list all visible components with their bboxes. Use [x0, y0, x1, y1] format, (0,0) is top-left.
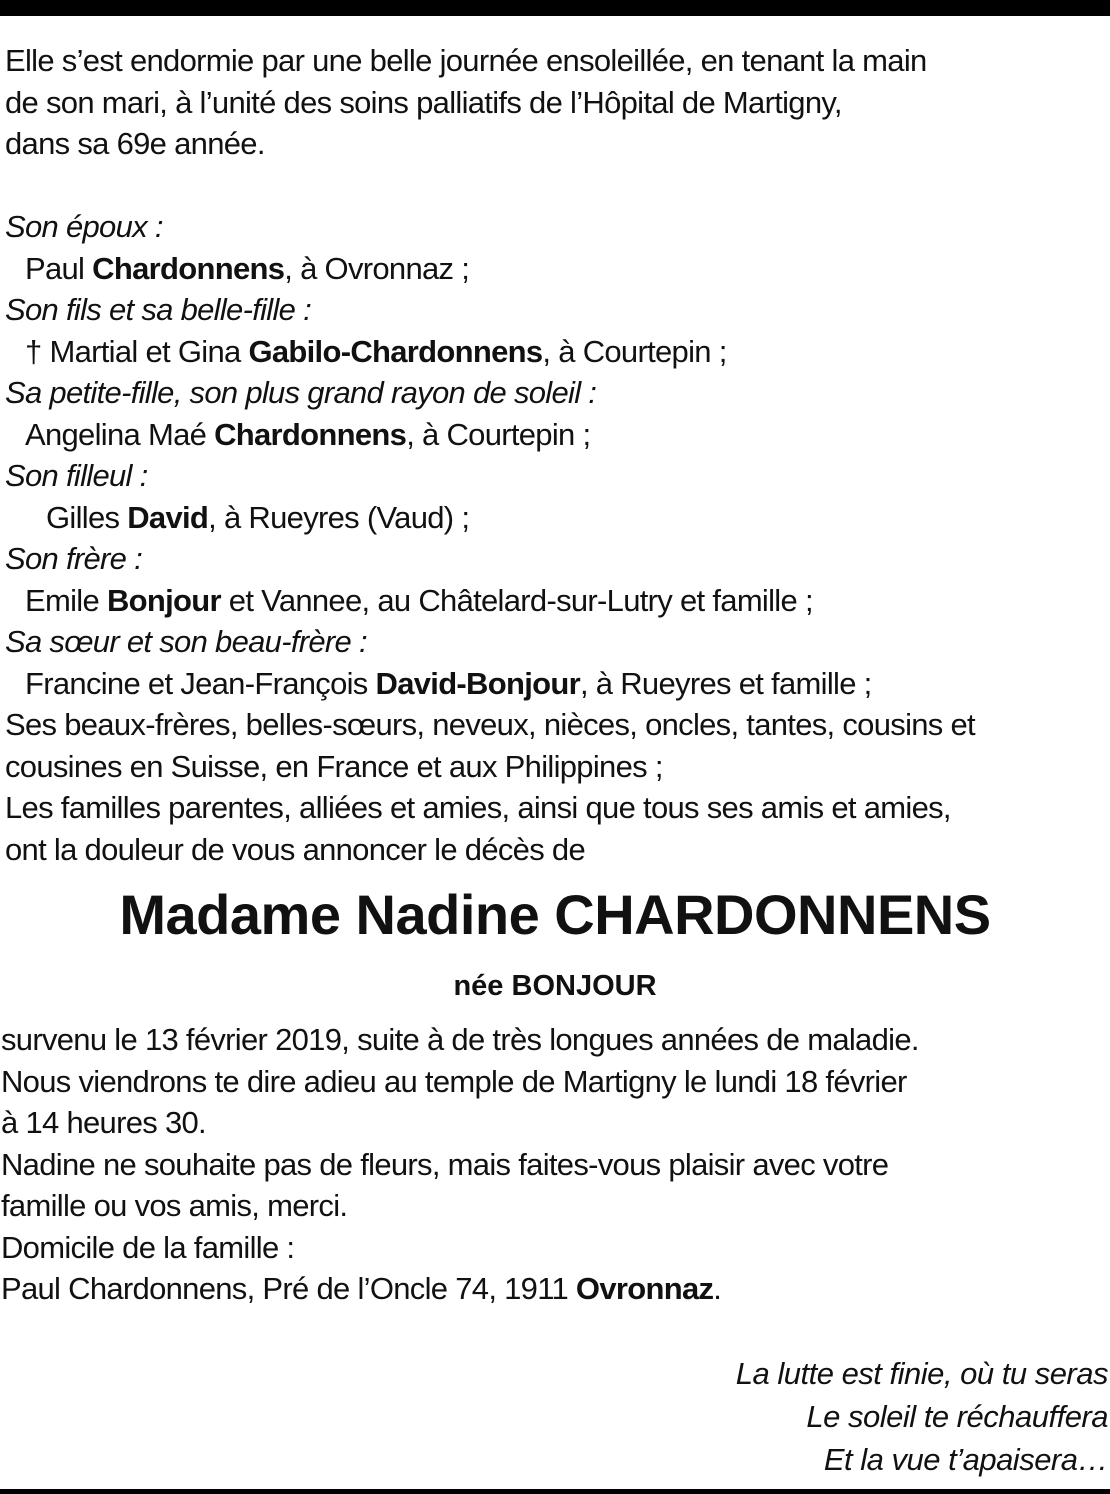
godson-heading: Son filleul : [5, 458, 148, 493]
details-line: à 14 heures 30. [1, 1105, 206, 1140]
intro-line: de son mari, à l’unité des soins palliatifs de l’Hôpital de Martigny, [5, 84, 842, 120]
details-line: famille ou vos amis, merci. [1, 1188, 348, 1223]
brother-heading: Son frère : [5, 541, 143, 576]
deceased-name: Madame Nadine CHARDONNENS [119, 883, 991, 946]
spouse-first-name: Paul [25, 250, 93, 286]
family-address [1, 1268, 919, 1310]
address-prefix: Paul Chardonnens, Pré de l’Oncle 74, 1911 [1, 1271, 576, 1306]
granddaughter-place: , à Courtepin ; [406, 416, 591, 452]
intro-line: dans sa 69e année. [5, 126, 265, 161]
spouse-place: , à Ovronnaz ; [284, 250, 470, 286]
intro-line: Elle s’est endormie par une belle journée ensoleillée, en tenant la main [5, 43, 927, 78]
brother-place: et Vannee, au Châtelard-sur-Lutry et famille ; [220, 582, 813, 618]
son-entry [5, 331, 975, 373]
godson-surname: David [127, 499, 209, 535]
granddaughter-surname: Chardonnens [214, 416, 407, 452]
inlaws-line: cousines en Suisse, en France et aux Philippines ; [5, 748, 663, 784]
spouse-surname: Chardonnens [92, 250, 285, 286]
sister-surname: David-Bonjour [375, 665, 580, 701]
brother-entry [5, 580, 975, 622]
inlaws-line: Ses beaux-frères, belles-sœurs, neveux, nièces, oncles, tantes, cousins et [5, 707, 975, 742]
son-place: , à Courtepin ; [542, 333, 727, 369]
granddaughter-first-names: Angelina Maé [25, 416, 215, 452]
details-paragraph [1, 1019, 919, 1310]
address-suffix: . [713, 1271, 722, 1306]
closing-poem [736, 1352, 1108, 1481]
address-town: Ovronnaz [575, 1271, 714, 1306]
poem-line: Et la vue t’apaisera… [823, 1442, 1108, 1477]
details-line: survenu le 13 février 2019, suite à de très longues années de maladie. [1, 1022, 919, 1057]
details-line: Nadine ne souhaite pas de fleurs, mais faites-vous plaisir avec votre [1, 1146, 889, 1182]
poem-line: La lutte est finie, où tu seras [735, 1356, 1108, 1391]
intro-paragraph [5, 40, 927, 165]
top-rule [0, 0, 1110, 16]
families-line: ont la douleur de vous annoncer le décès de [5, 831, 586, 867]
bottom-rule [0, 1489, 1110, 1494]
poem-line: Le soleil te réchauffera [806, 1399, 1108, 1434]
godson-first-name: Gilles [46, 499, 128, 535]
family-list [5, 206, 975, 870]
son-heading: Son fils et sa belle-fille : [5, 292, 312, 327]
details-line: Domicile de la famille : [1, 1229, 295, 1265]
sister-place: , à Rueyres et famille ; [579, 665, 872, 701]
son-surname: Gabilo-Chardonnens [248, 333, 543, 369]
granddaughter-entry [5, 414, 975, 456]
brother-surname: Bonjour [106, 582, 221, 618]
deceased-maiden-name: née BONJOUR [453, 970, 657, 1002]
son-first-names: † Martial et Gina [25, 333, 249, 369]
brother-first-name: Emile [25, 582, 107, 618]
sister-first-names: Francine et Jean-François [25, 665, 376, 701]
details-line: Nous viendrons te dire adieu au temple de Martigny le lundi 18 février [1, 1063, 907, 1099]
godson-place: , à Rueyres (Vaud) ; [208, 499, 470, 535]
spouse-entry [5, 248, 975, 290]
godson-entry [5, 497, 975, 539]
spouse-heading: Son époux : [5, 209, 163, 244]
sister-heading: Sa sœur et son beau-frère : [5, 624, 367, 659]
families-line: Les familles parentes, alliées et amies, ainsi que tous ses amis et amies, [5, 790, 951, 825]
granddaughter-heading: Sa petite-fille, son plus grand rayon de soleil : [5, 375, 597, 410]
sister-entry [5, 663, 975, 705]
